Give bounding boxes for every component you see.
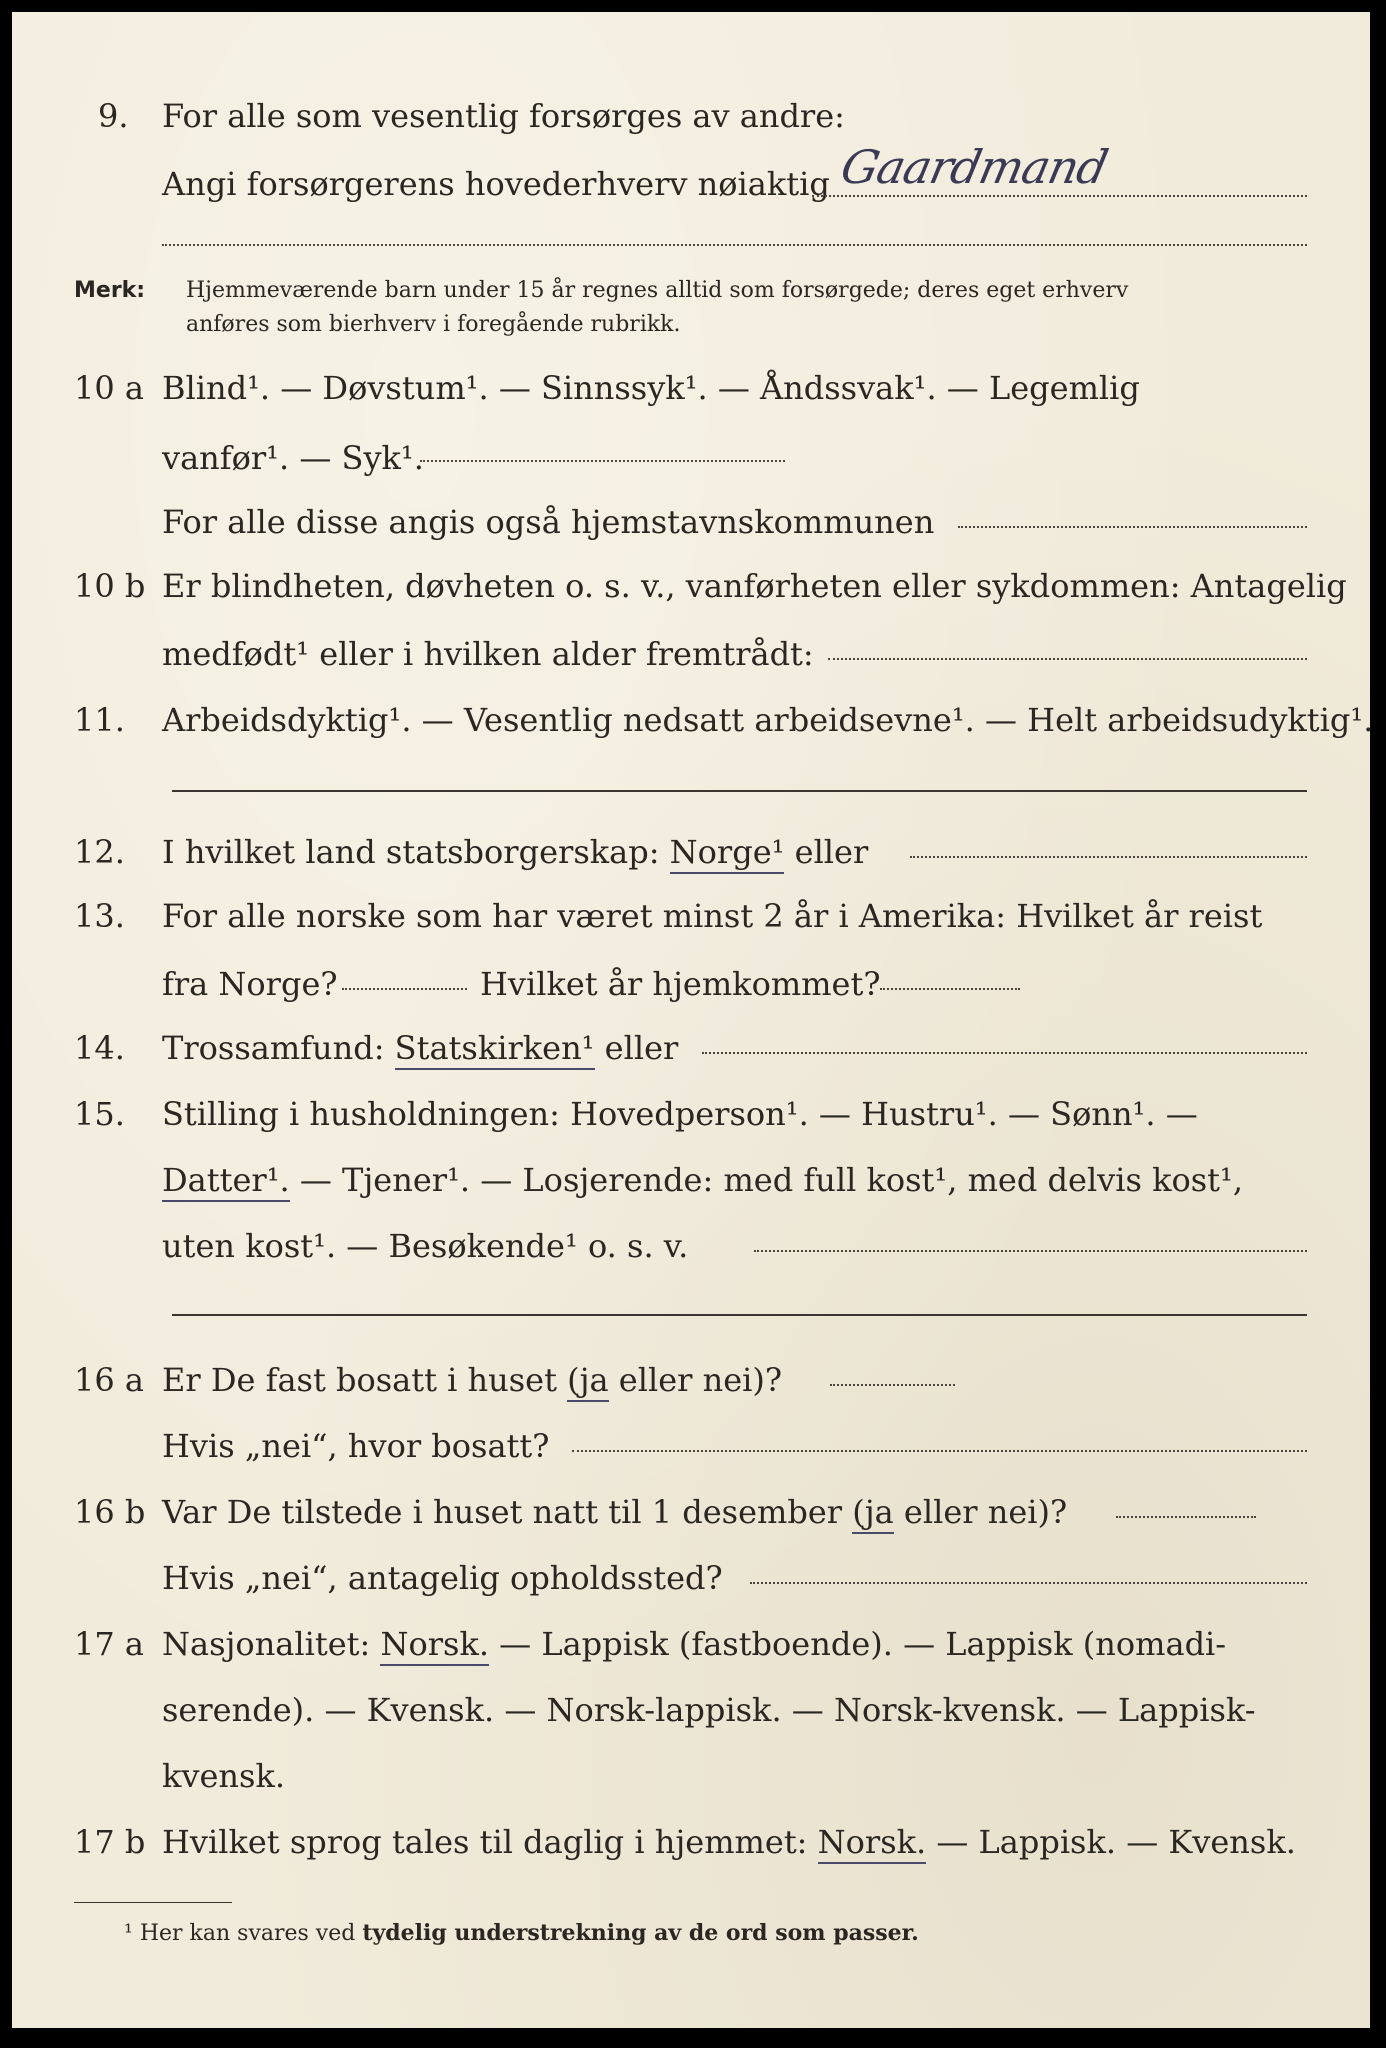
q15-line2 (162, 1160, 1243, 1200)
q17b-line1 (162, 1822, 1296, 1862)
q13-line2a: fra Norge? (162, 965, 338, 1003)
q10a-hjemstavn-dotted-line (958, 526, 1307, 528)
q12-line (162, 832, 868, 872)
q12-dotted-line (910, 856, 1307, 858)
q17b-number: 17 b (74, 1823, 146, 1861)
footnote (124, 1918, 919, 1949)
q13-hjemkommet-dotted-line (880, 988, 1020, 990)
q16b-option-ja: (ja (852, 1493, 893, 1534)
q10a-syk-dotted-line (420, 460, 785, 462)
merk-line1: Hjemmeværende barn under 15 år regnes alltid som forsørgede; deres eget erhverv (186, 278, 1129, 303)
merk-label: Merk: (74, 278, 146, 303)
q9-question-line1: For alle som vesentlig forsørges av andre: (162, 97, 845, 135)
q14-eller: eller (604, 1029, 679, 1067)
q16b-line2: Hvis „nei“, antagelig opholdssted? (162, 1559, 723, 1597)
footnote-mark: ¹ (124, 1921, 133, 1946)
q16a-option-ja: (ja (567, 1361, 608, 1402)
q12-option-norge: Norge¹ (670, 833, 785, 874)
q10b-dotted-line (828, 658, 1307, 660)
q13-number: 13. (74, 897, 125, 935)
q15-option-datter: Datter¹. (162, 1161, 290, 1202)
q17a-number: 17 a (74, 1625, 144, 1663)
q13-line1: For alle norske som har været minst 2 år i Amerika: Hvilket år reist (162, 897, 1263, 935)
q16b-dotted-line (1116, 1516, 1256, 1518)
q11-line1: Arbeidsdyktig¹. — Vesentlig nedsatt arbeidsevne¹. — Helt arbeidsudyktig¹. (162, 701, 1374, 739)
q9-answer-dotted-line (812, 195, 1307, 197)
q13-line2b: Hvilket år hjemkommet? (480, 965, 881, 1003)
q16a-eller-nei: eller nei)? (618, 1361, 783, 1399)
q11-number: 11. (74, 701, 125, 739)
q17a-line1-rest: — Lappisk (fastboende). — Lappisk (nomadi- (499, 1625, 1227, 1663)
q15-line3: uten kost¹. — Besøkende¹ o. s. v. (162, 1227, 689, 1265)
q10a-line3: For alle disse angis også hjemstavnskommunen (162, 503, 935, 541)
q17b-line1-rest: — Lappisk. — Kvensk. (936, 1823, 1296, 1861)
q16a-number: 16 a (74, 1361, 144, 1399)
q10b-line1: Er blindheten, døvheten o. s. v., vanførheten eller sykdommen: Antagelig (162, 567, 1347, 605)
q10a-number: 10 a (74, 369, 144, 407)
q16b-eller-nei: eller nei)? (903, 1493, 1068, 1531)
q16b-opholdssted-dotted-line (750, 1582, 1307, 1584)
q17b-question: Hvilket sprog tales til daglig i hjemmet: (162, 1823, 808, 1861)
q17a-line3: kvensk. (162, 1757, 285, 1795)
census-form-page (12, 12, 1374, 2028)
q16a-line1 (162, 1360, 782, 1400)
q14-question: Trossamfund: (162, 1029, 385, 1067)
q9-question-line2: Angi forsørgerens hovederhverv nøiaktig (162, 165, 830, 203)
q17a-option-norsk: Norsk. (380, 1625, 489, 1666)
q16a-dotted-line (830, 1384, 955, 1386)
q16b-question: Var De tilstede i huset natt til 1 desember (162, 1493, 843, 1531)
q16b-number: 16 b (74, 1493, 146, 1531)
q15-answer-line (172, 1314, 1307, 1316)
q14-dotted-line (702, 1052, 1307, 1054)
q15-line1: Stilling i husholdningen: Hovedperson¹. — Hustru¹. — Sønn¹. — (162, 1095, 1198, 1133)
merk-line2: anføres som bierhverv i foregående rubrikk. (186, 312, 681, 337)
q10b-number: 10 b (74, 567, 146, 605)
q17a-question: Nasjonalitet: (162, 1625, 371, 1663)
q10a-line2: vanfør¹. — Syk¹. (162, 439, 424, 477)
q17a-line1 (162, 1624, 1226, 1664)
footnote-text: Her kan svares ved (139, 1921, 356, 1946)
q17b-option-norsk: Norsk. (818, 1823, 927, 1864)
q9-extra-dotted-line (162, 244, 1307, 246)
q12-number: 12. (74, 833, 125, 871)
q14-number: 14. (74, 1029, 125, 1067)
footnote-bold-text: tydelig understrekning av de ord som passer. (362, 1920, 919, 1946)
q14-option-statskirken: Statskirken¹ (395, 1029, 595, 1070)
q16a-question: Er De fast bosatt i huset (162, 1361, 557, 1399)
q15-number: 15. (74, 1095, 125, 1133)
q16a-bosatt-dotted-line (572, 1450, 1307, 1452)
q15-line2-rest: — Tjener¹. — Losjerende: med full kost¹, med delvis kost¹, (299, 1161, 1244, 1199)
q12-eller: eller (794, 833, 869, 871)
q11-answer-line (172, 790, 1307, 792)
q9-handwritten-answer: Gaardmand (836, 140, 1112, 194)
q15-dotted-line (754, 1250, 1307, 1252)
q10b-line2: medfødt¹ eller i hvilken alder fremtrådt: (162, 635, 814, 673)
q10a-line1: Blind¹. — Døvstum¹. — Sinnssyk¹. — Åndssvak¹. — Legemlig (162, 369, 1140, 407)
q16a-line2: Hvis „nei“, hvor bosatt? (162, 1427, 550, 1465)
q12-question: I hvilket land statsborgerskap: (162, 833, 660, 871)
q16b-line1 (162, 1492, 1067, 1532)
q13-reist-dotted-line (342, 988, 467, 990)
q9-number: 9. (98, 97, 129, 135)
q17a-line2: serende). — Kvensk. — Norsk-lappisk. — Norsk-kvensk. — Lappisk- (162, 1691, 1256, 1729)
footnote-rule (74, 1902, 232, 1903)
q14-line (162, 1028, 678, 1068)
